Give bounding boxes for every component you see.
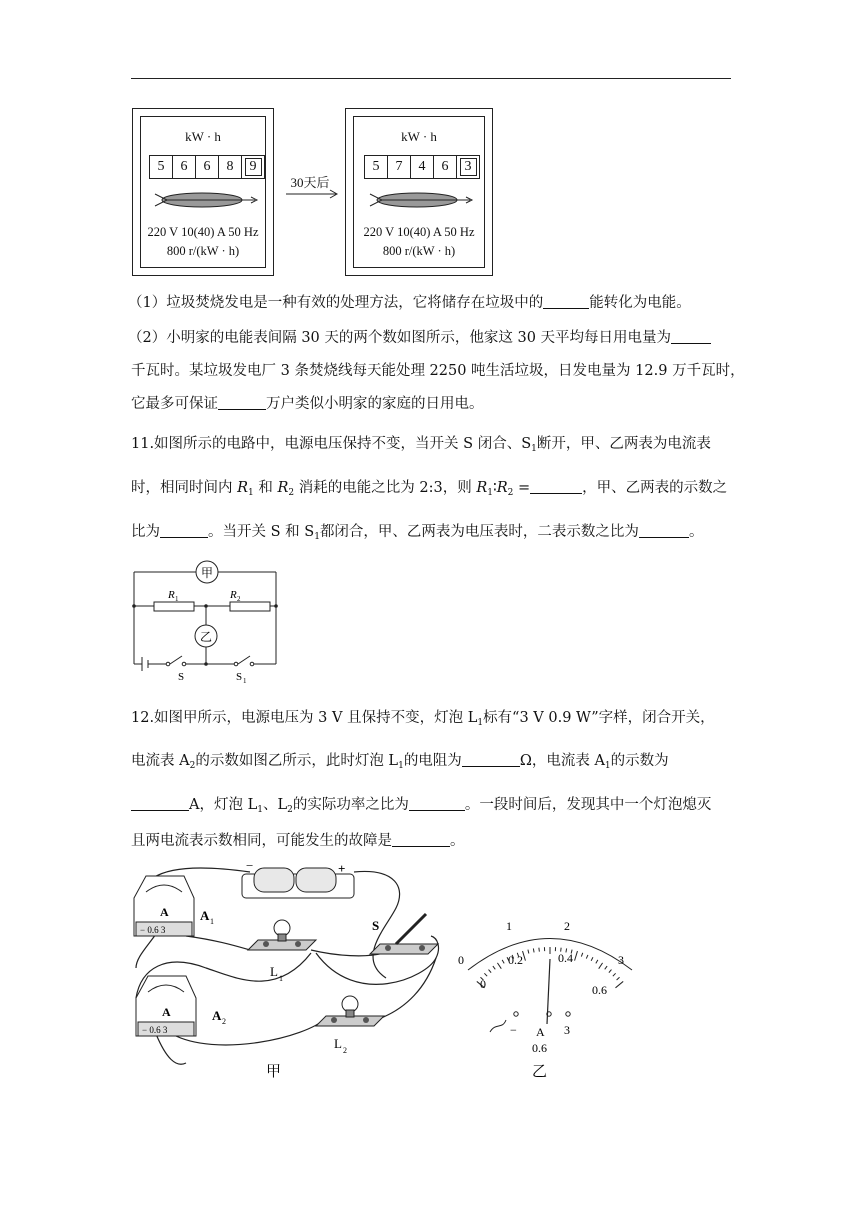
caption-yi: 乙 — [532, 1064, 548, 1080]
a2-label: A — [212, 1008, 222, 1023]
energy-meter-before — [132, 108, 274, 276]
lamp-l2 — [316, 996, 384, 1026]
q12-line3: A，灯泡 $L_1$、$L_2$的实际功率之比为 。一段时间后，发现其中一个灯泡熄灭 — [131, 798, 711, 815]
r2-label: R — [230, 589, 237, 601]
r1-sub: 1 — [175, 595, 179, 603]
meter-yi-label: 乙 — [199, 630, 213, 644]
dial-inner-tick: 0 — [480, 977, 486, 991]
meter-digit-decimal: 9 — [241, 155, 265, 179]
dial-outer-tick: 1 — [506, 919, 512, 933]
meter-digit: 5 — [149, 155, 173, 179]
svg-text:A: A — [160, 905, 169, 919]
q11-line1: 11.如图所示的电路中，电源电压保持不变，当开关 S 闭合、$S_1$断开，甲、乙两表为电流表 — [131, 436, 711, 454]
answer-blank[interactable] — [671, 331, 711, 344]
answer-blank[interactable] — [530, 481, 582, 494]
ammeter-dial-figure — [450, 912, 640, 1087]
answer-blank[interactable] — [218, 397, 266, 410]
dial-terminal: 3 — [564, 1023, 570, 1037]
meter-disc-icon — [147, 189, 265, 211]
dial-tick — [605, 966, 607, 969]
dial-terminal: − — [510, 1023, 517, 1037]
dial-tick — [502, 960, 504, 963]
dial-inner-tick: 0.4 — [558, 951, 573, 965]
q10-part2-line2: 千瓦时。某垃圾发电厂 3 条焚烧线每天能处理 2250 吨生活垃圾，日发电量为 12.9 万千瓦时， — [131, 363, 745, 379]
q10-part1: （1）垃圾焚烧发电是一种有效的处理方法，它将储存在垃圾中的 能转化为电能。 — [128, 295, 691, 311]
svg-text:− 0.6 3: − 0.6 3 — [142, 1025, 168, 1035]
answer-blank[interactable] — [392, 834, 450, 847]
answer-blank[interactable] — [131, 798, 189, 811]
meter-constant: 800 r/(kW · h) — [382, 244, 456, 258]
dial-inner-tick: 0.6 — [592, 983, 607, 997]
svg-text:− 0.6 3: − 0.6 3 — [140, 925, 166, 935]
a1-sub: 1 — [210, 917, 214, 926]
q10-part2-line1: （2）小明家的电能表间隔 30 天的两个数如图所示，他家这 30 天平均每日用电量为 — [128, 331, 711, 346]
dial-tick — [581, 953, 582, 957]
l2-label: L — [334, 1036, 342, 1051]
meter-digit: 5 — [364, 155, 388, 179]
dial-tick — [489, 970, 492, 973]
meter-spec: 220 V 10(40) A 50 Hz — [363, 225, 475, 239]
a1-label: A — [200, 908, 210, 923]
l1-sub: 1 — [279, 974, 283, 983]
dial-tick — [497, 963, 501, 969]
dial-letter: A — [536, 1025, 545, 1039]
lamp-l1 — [248, 920, 316, 950]
q12-line2: 电流表 $A_2$的示数如图乙所示，此时灯泡 $L_1$的电阻为 Ω，电流表 $A_1$的示数为 — [131, 753, 669, 771]
dial-tick — [613, 973, 616, 976]
answer-blank[interactable] — [639, 525, 689, 538]
meter-digit: 4 — [410, 155, 434, 179]
r2-sub: 2 — [237, 595, 241, 603]
r1-label: R — [168, 589, 175, 601]
meter-spec: 220 V 10(40) A 50 Hz — [147, 225, 259, 239]
q12-line1: 12.如图甲所示，电源电压为 3 V 且保持不变，灯泡 $L_1$标有“3 V 0.9 W”字样，闭合开关， — [131, 710, 715, 728]
dial-tick — [599, 963, 603, 969]
battery-cell — [254, 868, 294, 892]
switch-s1-label: S — [236, 671, 243, 683]
dial-inner-tick: 0.2 — [508, 953, 523, 967]
ammeter-a1 — [134, 876, 194, 936]
switch-s-label: S — [178, 671, 185, 683]
meter-digit: 6 — [195, 155, 219, 179]
dial-outer-tick: 2 — [564, 919, 570, 933]
circuit-diagram-q11 — [126, 560, 286, 685]
q10-part2-line3: 它最多可保证 万户类似小明家的家庭的日用电。 — [131, 396, 484, 412]
energy-meter-after — [345, 108, 493, 276]
dial-outer-tick: 3 — [618, 953, 624, 967]
a2-sub: 2 — [222, 1017, 226, 1026]
dial-tick — [493, 966, 495, 969]
dial-tick — [533, 948, 534, 952]
right-arrow-icon — [284, 188, 340, 200]
battery-plus-label: + — [338, 861, 346, 876]
header-rule — [131, 78, 731, 79]
meter-digit: 6 — [172, 155, 196, 179]
battery-minus-label: − — [246, 858, 254, 873]
q11-line3: 比为 。当开关 S 和 $S_1$都闭合，甲、乙两表为电压表时，二表示数之比为 。 — [131, 524, 704, 542]
dial-tick — [617, 977, 620, 980]
meter-constant: 800 r/(kW · h) — [166, 244, 240, 258]
caption-jia: 甲 — [266, 1064, 282, 1080]
q11-line2: 时，相同时间内 $R_1$ 和 $R_2$ 消耗的电能之比为 2:3，则 $R_1∶R_2$ = ，甲、乙两表的示数之 — [131, 480, 728, 498]
dial-tick — [615, 981, 623, 987]
meter-digit-decimal: 3 — [456, 155, 480, 179]
svg-text:A: A — [162, 1005, 171, 1019]
dial-tick — [484, 973, 487, 976]
meter-digit: 7 — [387, 155, 411, 179]
l2-sub: 2 — [343, 1046, 347, 1055]
dial-outer-tick: 0 — [458, 953, 464, 967]
switch-label: S — [372, 918, 380, 933]
dial-pointer — [547, 959, 550, 1024]
q12-line4: 且两电流表示数相同，可能发生的故障是 。 — [131, 833, 465, 849]
meter-unit: kW · h — [185, 129, 221, 144]
meter-disc-icon — [362, 189, 480, 211]
meter-digit: 8 — [218, 155, 242, 179]
dial-tick — [528, 950, 529, 954]
ammeter-a2 — [136, 976, 196, 1036]
l1-label: L — [270, 964, 278, 979]
answer-blank[interactable] — [409, 798, 465, 811]
arrow-label: 30天后 — [290, 175, 330, 190]
meter-jia-label: 甲 — [200, 566, 214, 580]
battery-cell — [296, 868, 336, 892]
dial-tick — [591, 957, 593, 961]
dial-terminal: 0.6 — [532, 1041, 547, 1055]
dial-tick — [575, 951, 578, 961]
meter-digits — [364, 155, 479, 179]
meter-unit: kW · h — [401, 129, 437, 144]
dial-tick — [596, 960, 598, 963]
meter-digits — [149, 155, 264, 179]
dial-tick — [609, 970, 612, 973]
answer-blank[interactable] — [160, 525, 208, 538]
answer-blank[interactable] — [462, 754, 520, 767]
answer-blank[interactable] — [543, 296, 589, 309]
meter-digit: 6 — [433, 155, 457, 179]
switch-s1-sub: 1 — [243, 677, 247, 685]
physical-circuit-figure — [126, 858, 456, 1088]
dial-tick — [586, 955, 588, 959]
